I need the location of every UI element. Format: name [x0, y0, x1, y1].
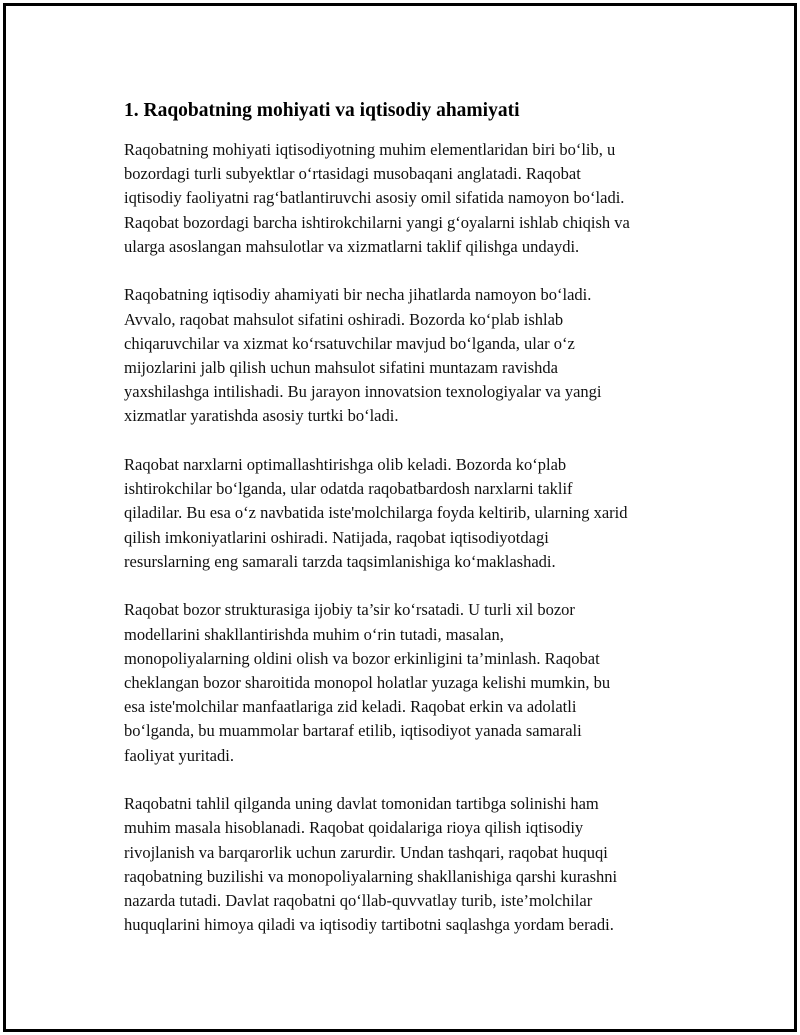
paragraph-state-regulation: Raqobatni tahlil qilganda uning davlat tomonidan tartibga solinishi ham muhim masala hisoblanadi. Raqobat qoidalariga rioya qilish iqtisodiy rivojlanish va barqarorlik uchun zarurdir. Undan tashqari, raqobat huquqi raqobatning buzilishi va monopoliyalarning shakllanishiga qarshi kurashni nazarda tutadi. Davlat raqobatni qo‘llab-quvvatlay turib, iste’molchilar huquqlarini himoya qiladi va iqtisodiy tartibotni saqlashga yordam beradi. [124, 794, 618, 935]
section-title: 1. Raqobatning mohiyati va iqtisodiy ahamiyati [124, 100, 520, 121]
document-body [124, 98, 704, 962]
page-frame [3, 3, 797, 1032]
paragraph-economic-importance: Raqobatning iqtisodiy ahamiyati bir necha jihatlarda namoyon bo‘ladi. Avvalo, raqobat mahsulot sifatini oshiradi. Bozorda ko‘plab ishlab chiqaruvchilar va xizmat ko‘rsatuvchilar mavjud bo‘lganda, ular o‘z mijozlarini jalb qilish uchun mahsulot sifatini muntazam ravishda yaxshilashga intilishadi. Bu jarayon innovatsion texnologiyalar va yangi xizmatlar yaratishda asosiy turtki bo‘ladi. [124, 285, 602, 426]
paragraph-market-structure: Raqobat bozor strukturasiga ijobiy ta’sir ko‘rsatadi. U turli xil bozor modellarini shakllantirishda muhim o‘rin tutadi, masalan, monopoliyalarning oldini olish va bozor erkinligini ta’minlash. Raqobat cheklangan bozor sharoitida monopol holatlar yuzaga kelishi mumkin, bu esa iste'molchilar manfaatlariga zid keladi. Raqobat erkin va adolatli bo‘lganda, bu muammolar bartaraf etilib, iqtisodiyot yanada samarali faoliyat yuritadi. [124, 600, 611, 765]
paragraph-essence: Raqobatning mohiyati iqtisodiyotning muhim elementlaridan biri bo‘lib, u bozordagi turli subyektlar o‘rtasidagi musobaqani anglatadi. Raqobat iqtisodiy faoliyatni rag‘batlantiruvchi asosiy omil sifatida namoyon bo‘ladi. Raqobat bozordagi barcha ishtirokchilarni yangi g‘oyalarni ishlab chiqish va ularga asoslangan mahsulotlar va xizmatlarni taklif qilishga undaydi. [124, 140, 630, 256]
paragraph-price-optimization: Raqobat narxlarni optimallashtirishga olib keladi. Bozorda ko‘plab ishtirokchilar bo‘lganda, ular odatda raqobatbardosh narxlarni taklif qiladilar. Bu esa o‘z navbatida iste'molchilarga foyda keltirib, ularning xarid qilish imkoniyatlarini oshiradi. Natijada, raqobat iqtisodiyotdagi resurslarning eng samarali tarzda taqsimlanishiga ko‘maklashadi. [124, 455, 628, 571]
